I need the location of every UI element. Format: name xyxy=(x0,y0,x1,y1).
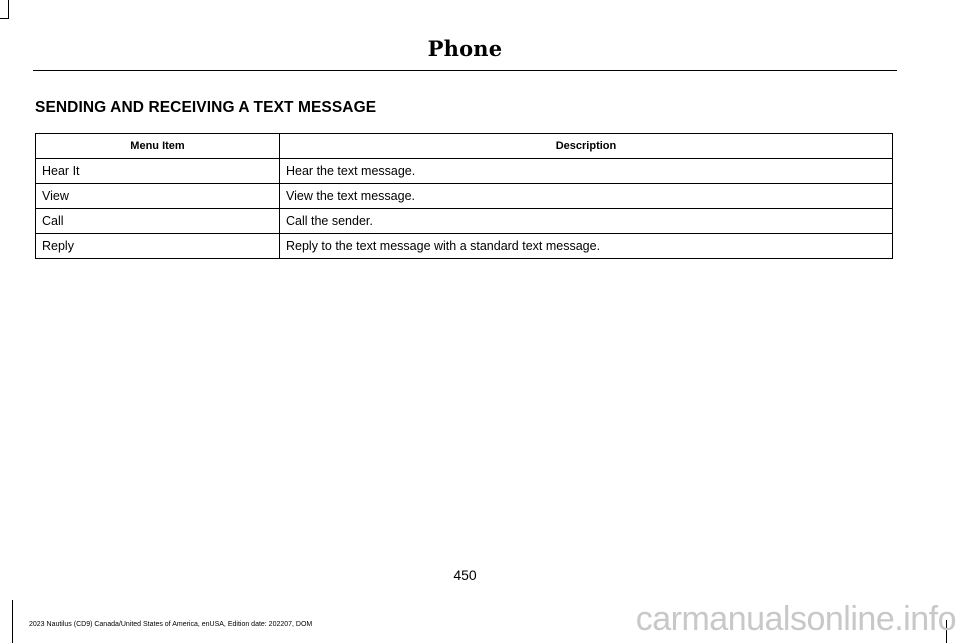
page-number: 450 xyxy=(453,567,477,583)
column-header-description: Description xyxy=(280,134,893,159)
crop-mark-top-left-horizontal xyxy=(0,18,9,19)
menu-item-cell: Reply xyxy=(36,234,280,259)
crop-mark-top-left-vertical xyxy=(8,0,9,18)
description-cell: Hear the text message. xyxy=(280,159,893,184)
menu-table xyxy=(35,133,893,259)
header-divider xyxy=(33,70,897,71)
menu-item-cell: Hear It xyxy=(36,159,280,184)
table-row xyxy=(36,184,893,209)
table-row xyxy=(36,234,893,259)
menu-item-cell: View xyxy=(36,184,280,209)
table-row xyxy=(36,159,893,184)
section-heading: SENDING AND RECEIVING A TEXT MESSAGE xyxy=(35,99,377,116)
table-header-row xyxy=(36,134,893,159)
edition-footer: 2023 Nautilus (CD9) Canada/United States of America, enUSA, Edition date: 202207, DOM xyxy=(29,621,313,628)
crop-mark-bottom-left-vertical xyxy=(12,600,13,643)
menu-item-cell: Call xyxy=(36,209,280,234)
column-header-menu-item: Menu Item xyxy=(36,134,280,159)
watermark: carmanualsonline.info xyxy=(635,600,956,638)
page-header-title: Phone xyxy=(427,36,503,61)
table-row xyxy=(36,209,893,234)
description-cell: Reply to the text message with a standard text message. xyxy=(280,234,893,259)
description-cell: View the text message. xyxy=(280,184,893,209)
description-cell: Call the sender. xyxy=(280,209,893,234)
